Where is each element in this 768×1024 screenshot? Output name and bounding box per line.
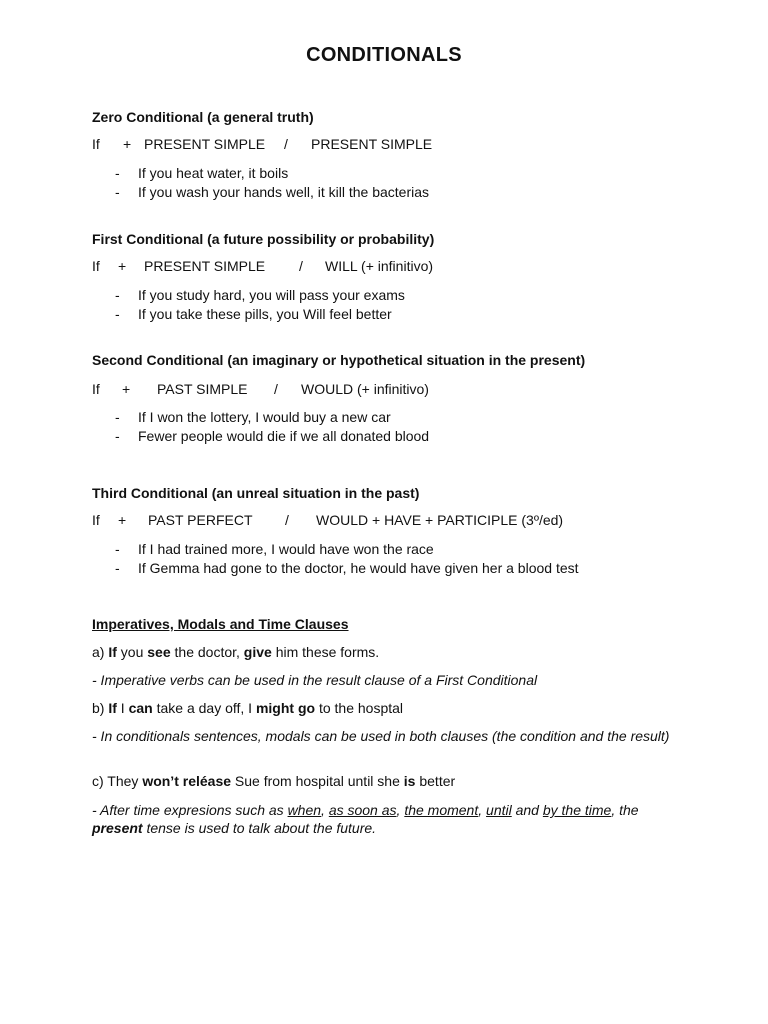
example-item: - If I won the lottery, I would buy a new car — [115, 409, 391, 425]
example-item: - If you study hard, you will pass your exams — [115, 287, 405, 303]
formula-plus: + — [123, 136, 132, 152]
section-heading-third: Third Conditional (an unreal situation in the past) — [92, 485, 420, 501]
formula-clause-2: PRESENT SIMPLE — [311, 136, 433, 152]
page-title: CONDITIONALS — [306, 44, 462, 66]
formula-zero — [92, 136, 432, 152]
imperatives-heading: Imperatives, Modals and Time Clauses — [92, 616, 349, 632]
formula-clause-1: PRESENT SIMPLE — [144, 136, 266, 152]
formula-clause-1: PAST SIMPLE — [157, 381, 248, 397]
formula-second — [92, 381, 429, 397]
example-item: - If I had trained more, I would have won the race — [115, 541, 434, 557]
section-heading-second: Second Conditional (an imaginary or hypothetical situation in the present) — [92, 352, 586, 368]
formula-third — [92, 512, 563, 528]
formula-first — [92, 258, 433, 274]
formula-clause-1: PAST PERFECT — [148, 512, 253, 528]
formula-clause-2: WOULD + HAVE + PARTICIPLE (3º/ed) — [316, 512, 564, 528]
example-c: c) They won’t reléase Sue from hospital until she is better — [92, 773, 456, 789]
section-heading-zero: Zero Conditional (a general truth) — [92, 109, 314, 125]
example-item: - If Gemma had gone to the doctor, he would have given her a blood test — [115, 560, 579, 576]
formula-if: If — [92, 258, 100, 274]
formula-slash: / — [274, 381, 278, 397]
example-a: a) If you see the doctor, give him these forms. — [92, 644, 380, 660]
example-b: b) If I can take a day off, I might go to the hosptal — [92, 700, 404, 716]
note-b: - In conditionals sentences, modals can be used in both clauses (the condition and the result) — [92, 728, 670, 744]
note-c: - After time expresions such as when, as soon as, the moment, until and by the time, the present tense is used to talk about the future. — [92, 802, 639, 836]
example-item: - If you wash your hands well, it kill the bacterias — [115, 184, 430, 200]
example-item: - If you heat water, it boils — [115, 165, 289, 181]
note-a: - Imperative verbs can be used in the result clause of a First Conditional — [92, 672, 538, 688]
formula-slash: / — [299, 258, 303, 274]
formula-if: If — [92, 381, 100, 397]
formula-clause-2: WILL (+ infinitivo) — [325, 258, 434, 274]
formula-plus: + — [118, 258, 127, 274]
formula-plus: + — [118, 512, 127, 528]
formula-if: If — [92, 512, 100, 528]
formula-slash: / — [284, 136, 288, 152]
formula-slash: / — [285, 512, 289, 528]
example-item: - If you take these pills, you Will feel better — [115, 306, 392, 322]
section-heading-first: First Conditional (a future possibility or probability) — [92, 231, 435, 247]
formula-if: If — [92, 136, 100, 152]
formula-plus: + — [122, 381, 131, 397]
formula-clause-1: PRESENT SIMPLE — [144, 258, 266, 274]
example-item: - Fewer people would die if we all donated blood — [115, 428, 430, 444]
formula-clause-2: WOULD (+ infinitivo) — [301, 381, 429, 397]
